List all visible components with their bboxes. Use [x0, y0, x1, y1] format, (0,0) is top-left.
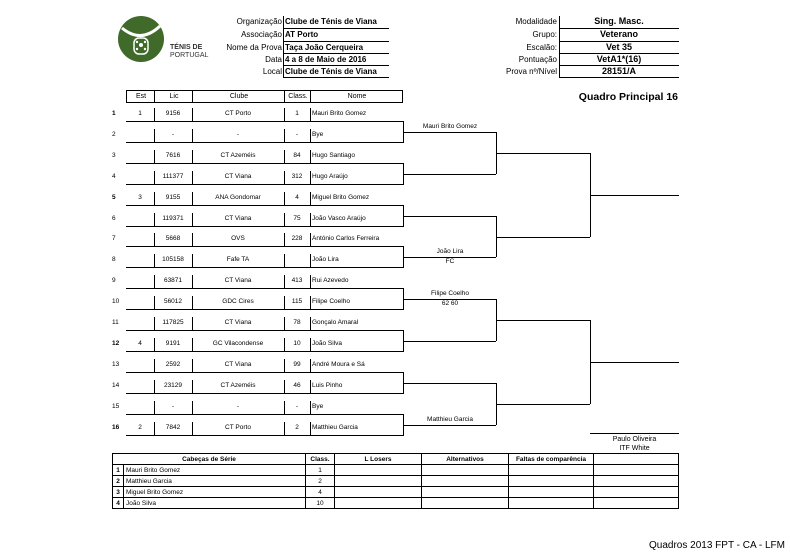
row-class: 2	[295, 424, 299, 431]
player-row	[112, 129, 404, 143]
row-est: 1	[138, 110, 142, 117]
row-lic: 9191	[165, 340, 181, 347]
value-escalao: Vet 35	[605, 42, 633, 52]
row-lic: 56012	[163, 298, 183, 305]
seed-name: Matthieu Garcia	[124, 476, 306, 487]
col-lic: Lic	[169, 93, 179, 100]
label-grupo: Grupo:	[532, 30, 557, 39]
row-nome: Hugo Araújo	[312, 173, 348, 180]
row-nome: André Moura e Sá	[312, 361, 365, 368]
col-class: Class.	[288, 93, 308, 100]
row-position: 5	[112, 194, 116, 201]
seed-number: 4	[113, 498, 124, 509]
value-nome-prova: Taça João Cerqueira	[285, 43, 364, 52]
row-lic: 7616	[165, 152, 181, 159]
value-data: 4 a 8 de Maio de 2016	[285, 55, 367, 64]
row-clube: CT Viana	[224, 319, 252, 326]
label-modalidade: Modalidade	[515, 17, 557, 26]
row-clube: GDC Cires	[222, 298, 254, 305]
player-row	[112, 150, 404, 164]
row-nome: Matthieu Garcia	[312, 424, 358, 431]
label-prova-nivel: Prova nº/Nível	[506, 67, 557, 76]
row-position: 16	[112, 424, 120, 431]
row-nome: João Lira	[312, 256, 339, 263]
row-clube: CT Azeméis	[220, 382, 256, 389]
tennis-ball-logo-icon	[116, 14, 170, 64]
value-grupo: Veterano	[599, 29, 639, 39]
row-lic: -	[171, 131, 175, 138]
row-clube: ANA Gondomar	[215, 194, 261, 201]
row-clube: OVS	[231, 235, 245, 242]
row-lic: 63871	[163, 277, 183, 284]
row-clube: CT Porto	[225, 110, 251, 117]
row-lic: 111377	[162, 173, 184, 180]
row-position: 11	[112, 319, 119, 326]
col-nome: Nome	[347, 93, 367, 100]
label-pontuacao: Pontuação	[518, 55, 557, 64]
row-est: 3	[138, 194, 142, 201]
row-class: 84	[293, 152, 301, 159]
row-clube: CT Viana	[224, 361, 252, 368]
col-est: Est	[135, 93, 147, 100]
row-lic: -	[171, 403, 175, 410]
row-class: 99	[293, 361, 301, 368]
value-pontuacao: VetA1*(16)	[596, 54, 642, 64]
row-position: 1	[112, 110, 116, 117]
row-class: 75	[293, 215, 301, 222]
col-clube: Clube	[229, 93, 249, 100]
label-data: Data	[265, 55, 282, 64]
row-lic: 2592	[165, 361, 181, 368]
seed-name: Miguel Brito Gomez	[124, 487, 306, 498]
row-class: 78	[293, 319, 301, 326]
column-headers	[126, 90, 403, 103]
round2-score: 62 60	[441, 300, 459, 307]
row-class: -	[295, 131, 299, 138]
value-modalidade: Sing. Masc.	[594, 16, 644, 26]
hdr-alt: Alternativos	[422, 454, 509, 465]
hdr-losers: L Losers	[335, 454, 422, 465]
row-class: 46	[293, 382, 301, 389]
row-clube: CT Azeméis	[220, 152, 256, 159]
row-position: 4	[112, 173, 116, 180]
row-lic: 23129	[163, 382, 183, 389]
label-local: Local	[262, 67, 282, 76]
row-clube: CT Viana	[224, 215, 252, 222]
round2-winner: Filipe Coelho	[431, 290, 469, 297]
value-local: Clube de Ténis de Viana	[285, 67, 377, 76]
row-nome: João Silva	[312, 340, 342, 347]
referee-title: ITF White	[619, 445, 650, 452]
seed-class: 10	[306, 498, 335, 509]
draw-title: Quadro Principal 16	[578, 91, 678, 103]
row-position: 6	[112, 215, 116, 222]
row-nome: João Vasco Araújo	[312, 215, 366, 222]
label-associacao: Associação	[241, 30, 282, 39]
row-clube: CT Viana	[224, 173, 252, 180]
row-position: 13	[112, 361, 120, 368]
label-organizacao: Organização	[236, 17, 282, 26]
row-nome: Bye	[312, 403, 324, 410]
seed-class: 2	[306, 476, 335, 487]
label-nome-prova: Nome da Prova	[226, 43, 282, 52]
row-clube: Fafe TA	[226, 256, 250, 263]
row-position: 12	[112, 340, 120, 347]
row-position: 8	[112, 256, 116, 263]
row-position: 9	[112, 277, 116, 284]
player-row	[112, 171, 404, 185]
round2-winner: Matthieu Garcia	[427, 416, 473, 423]
seed-class: 4	[306, 487, 335, 498]
row-class: 413	[291, 277, 303, 284]
seed-number: 1	[113, 465, 124, 476]
row-nome: Miguel Brito Gomez	[312, 194, 370, 201]
row-position: 10	[112, 298, 120, 305]
value-organizacao: Clube de Ténis de Viana	[285, 17, 377, 26]
hdr-class: Class.	[306, 454, 335, 465]
seed-number: 3	[113, 487, 124, 498]
round2-score: FC	[445, 258, 455, 265]
value-associacao: AT Porto	[285, 30, 319, 39]
row-nome: Filipe Coelho	[312, 298, 350, 305]
player-row	[112, 296, 404, 310]
row-lic: 117825	[162, 319, 184, 326]
row-class: 115	[291, 298, 303, 305]
player-row	[112, 422, 404, 436]
row-clube: CT Porto	[225, 424, 251, 431]
row-class: 228	[291, 235, 303, 242]
player-row	[112, 317, 404, 331]
seed-number: 2	[113, 476, 124, 487]
round2-winner: Mauri Brito Gomez	[422, 123, 478, 130]
row-position: 14	[112, 382, 120, 389]
row-lic: 9156	[165, 110, 181, 117]
row-nome: Luis Pinho	[312, 382, 343, 389]
seed-name: Mauri Brito Gomez	[124, 465, 306, 476]
row-nome: António Carlos Ferreira	[312, 235, 380, 242]
player-row	[112, 213, 404, 227]
footer-text: Quadros 2013 FPT - CA - LFM	[649, 540, 785, 551]
row-class: 1	[295, 110, 299, 117]
referee-name: Paulo Oliveira	[612, 436, 657, 443]
logo-line2: PORTUGAL	[170, 52, 209, 59]
row-lic: 7842	[165, 424, 181, 431]
row-nome: Rui Azevedo	[312, 277, 349, 284]
row-lic: 105158	[162, 256, 184, 263]
value-prova-nivel: 28151/A	[601, 66, 637, 76]
player-row	[112, 254, 404, 268]
hdr-faltas: Faltas de comparência	[509, 454, 594, 465]
row-class: 10	[293, 340, 301, 347]
row-clube: CT Viana	[224, 277, 252, 284]
seed-name: João Silva	[124, 498, 306, 509]
row-nome: Gonçalo Amaral	[312, 319, 359, 326]
player-row	[112, 192, 404, 206]
label-escalao: Escalão:	[526, 43, 557, 52]
row-clube: -	[236, 131, 240, 138]
row-class: 4	[295, 194, 299, 201]
row-lic: 9155	[165, 194, 181, 201]
row-clube: -	[236, 403, 240, 410]
row-est: 2	[138, 424, 142, 431]
player-row	[112, 108, 404, 122]
row-position: 2	[112, 131, 116, 138]
hdr-seeds: Cabeças de Série	[113, 454, 306, 465]
row-position: 15	[112, 403, 120, 410]
player-row	[112, 380, 404, 394]
row-est: 4	[138, 340, 142, 347]
row-nome: Bye	[312, 131, 324, 138]
player-row	[112, 338, 404, 352]
row-position: 7	[112, 235, 116, 242]
round2-winner: João Lira	[436, 248, 464, 255]
player-row	[112, 233, 404, 247]
player-row	[112, 401, 404, 415]
logo-line1: TÉNIS DE	[170, 44, 203, 51]
row-clube: GC Vilacondense	[212, 340, 264, 347]
player-row	[112, 359, 404, 373]
row-nome: Mauri Brito Gomez	[312, 110, 367, 117]
row-lic: 119371	[162, 215, 184, 222]
row-class: -	[295, 403, 299, 410]
player-row	[112, 275, 404, 289]
row-position: 3	[112, 152, 116, 159]
seed-class: 1	[306, 465, 335, 476]
row-nome: Hugo Santiago	[312, 152, 356, 159]
row-class: 312	[291, 173, 303, 180]
bottom-table	[112, 453, 679, 509]
row-lic: 5668	[165, 235, 181, 242]
